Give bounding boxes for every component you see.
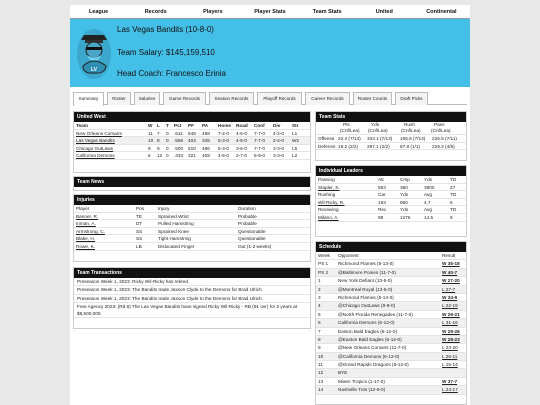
injury-row bbox=[74, 243, 310, 251]
cell: .500 bbox=[174, 145, 184, 151]
team-logo-icon bbox=[75, 26, 113, 82]
cell: 2-7-0 bbox=[236, 153, 247, 159]
cell: 960 bbox=[400, 199, 408, 205]
cell: 12 bbox=[157, 153, 163, 159]
cell: 3800 bbox=[424, 184, 435, 190]
cell: Offense bbox=[318, 136, 335, 141]
week-cell: 6 bbox=[318, 320, 321, 326]
cell: Out (1-2 weeks) bbox=[238, 243, 272, 249]
result-link[interactable]: L 23-20 bbox=[442, 345, 458, 351]
cell: 510 bbox=[188, 145, 196, 151]
schedule-row bbox=[316, 336, 466, 344]
player-link[interactable]: Milano, A. bbox=[318, 214, 339, 220]
injury-row bbox=[74, 220, 310, 228]
standings-panel bbox=[73, 111, 311, 173]
cell: 0 bbox=[166, 130, 169, 136]
cell: .611 bbox=[174, 130, 183, 136]
result-link[interactable]: L 24-17 bbox=[442, 387, 458, 393]
result-link[interactable]: L 31-16 bbox=[442, 320, 458, 326]
tab-roster-counts[interactable]: Roster Counts bbox=[353, 92, 392, 105]
cell: TD bbox=[450, 177, 457, 182]
standings-row bbox=[74, 145, 310, 153]
col-week: Week bbox=[318, 253, 330, 258]
schedule-row bbox=[316, 369, 466, 377]
cell: 67.8 (1/1) bbox=[400, 143, 421, 149]
week-cell: 14 bbox=[318, 387, 324, 393]
cell: 345 bbox=[202, 138, 210, 144]
week-cell: PS 1 bbox=[318, 261, 329, 267]
col-w: W bbox=[148, 123, 153, 128]
schedule-row bbox=[316, 344, 466, 352]
week-cell: 2 bbox=[318, 286, 321, 292]
col-div: Div bbox=[273, 123, 281, 128]
opponent-cell: @Chicago OutLaws (9-9-0) bbox=[338, 303, 396, 309]
cell: 3-3-0 bbox=[273, 153, 284, 159]
cell: 19.2 (2/2) bbox=[338, 143, 359, 149]
injuries-header-row bbox=[74, 205, 310, 213]
nav-continental[interactable]: Continental bbox=[426, 9, 457, 15]
schedule-row bbox=[316, 319, 466, 327]
cell: 360 bbox=[400, 184, 408, 190]
cell: Rushing bbox=[318, 192, 336, 198]
result-link[interactable]: W 28-23 bbox=[442, 336, 460, 342]
injury-row bbox=[74, 228, 310, 236]
week-cell: 12 bbox=[318, 370, 324, 376]
cell: W2 bbox=[292, 138, 300, 144]
schedule-panel bbox=[315, 241, 467, 405]
tab-summary[interactable]: Summary bbox=[73, 92, 104, 106]
cell: 0 bbox=[166, 138, 169, 144]
cell: 321 bbox=[188, 153, 196, 159]
team-name-record: Las Vegas Bandits (10-8-0) bbox=[117, 25, 214, 34]
week-cell: 11 bbox=[318, 362, 323, 368]
week-cell: 3 bbox=[318, 294, 321, 300]
cell: 9 bbox=[157, 145, 160, 151]
team-tabs bbox=[73, 89, 467, 105]
player-link[interactable]: Blake, H. bbox=[76, 236, 96, 242]
schedule-row bbox=[316, 294, 466, 302]
tab-salaries[interactable]: Salaries bbox=[134, 92, 160, 105]
schedule-row bbox=[316, 378, 466, 386]
cell: 7-7-0 bbox=[254, 138, 265, 144]
leaders-header-row bbox=[316, 206, 466, 214]
leaders-header-row bbox=[316, 176, 466, 184]
cell: Probable bbox=[238, 221, 257, 227]
week-cell: 13 bbox=[318, 378, 324, 384]
team-stats-row bbox=[316, 143, 466, 151]
cell: 486 bbox=[202, 145, 210, 151]
cell: 8 bbox=[157, 138, 160, 144]
transactions-title: Team Transactions bbox=[74, 268, 310, 278]
opponent-cell: @New Orleans Corsairs (11-7-0) bbox=[338, 345, 407, 351]
week-cell: 9 bbox=[318, 345, 321, 351]
transactions-panel bbox=[73, 267, 311, 329]
leaders-panel bbox=[315, 165, 467, 237]
result-link[interactable]: L 27-7 bbox=[442, 286, 456, 292]
cell: 27 bbox=[450, 184, 456, 190]
team-salary: Team Salary: $145,159,510 bbox=[117, 48, 215, 57]
result-link[interactable]: W 35-18 bbox=[442, 261, 460, 267]
cell: 553 bbox=[378, 184, 386, 190]
col-pf: PF bbox=[188, 123, 194, 128]
transaction-row: Preseason Week 1, 2023: The Bandits trade Jaxson Clyde to the Demons for Brad Ulrich. bbox=[74, 286, 310, 294]
leader-row bbox=[316, 199, 466, 207]
opponent-cell: Nashville Tuts (12-6-0) bbox=[338, 387, 386, 393]
schedule-header-row bbox=[316, 252, 466, 260]
team-stats-row bbox=[316, 135, 466, 143]
opponent-cell: @Easton Bald Eagles (6-12-0) bbox=[338, 336, 402, 342]
col-sub: (Cnf/Lea) bbox=[368, 128, 388, 133]
nav-united[interactable]: United bbox=[375, 9, 393, 15]
team-stats-title: Team Stats bbox=[316, 112, 466, 122]
schedule-row bbox=[316, 353, 466, 361]
opponent-cell: BYE bbox=[338, 370, 348, 376]
cell: 88 bbox=[378, 214, 384, 220]
injury-row bbox=[74, 235, 310, 243]
cell: Pulled Hamstring bbox=[158, 221, 194, 227]
cell: 333.1 (7/13) bbox=[367, 136, 393, 141]
cell: Questionable bbox=[238, 228, 266, 234]
nav-records[interactable]: Records bbox=[144, 9, 167, 15]
cell: 8 bbox=[450, 214, 453, 220]
result-link[interactable]: W 34-9 bbox=[442, 294, 458, 300]
col-sub: (Cnf/Lea) bbox=[431, 128, 451, 133]
cell: SS bbox=[136, 228, 143, 234]
standings-row bbox=[74, 152, 310, 160]
cell: LB bbox=[136, 243, 142, 249]
col-conf: Conf bbox=[254, 123, 265, 128]
col-pct: Pct bbox=[174, 123, 182, 128]
cell: 404 bbox=[188, 138, 196, 144]
standings-row bbox=[74, 137, 310, 145]
result-link[interactable]: W 29-26 bbox=[442, 328, 460, 334]
injuries-title: Injuries bbox=[74, 195, 310, 205]
injury-row bbox=[74, 213, 310, 221]
col-road: Road bbox=[236, 123, 248, 128]
cell: 7 bbox=[157, 130, 160, 136]
cell: 14.5 bbox=[424, 214, 434, 220]
cell: Dislocated Finger bbox=[158, 243, 195, 249]
schedule-row bbox=[316, 328, 466, 336]
cell: 409 bbox=[202, 153, 210, 159]
tab-draft-picks[interactable]: Draft Picks bbox=[395, 92, 428, 105]
result-link[interactable]: W 40-7 bbox=[442, 269, 458, 275]
cell: Yds bbox=[400, 192, 409, 198]
cell: Yds bbox=[424, 177, 433, 182]
player-link[interactable]: Wil-Ricky, R. bbox=[318, 199, 345, 205]
opponent-cell: @Grand Rapids Dragons (6-12-0) bbox=[338, 362, 409, 368]
schedule-row bbox=[316, 386, 466, 394]
cell: 0 bbox=[166, 145, 169, 151]
col-pts: Pts bbox=[343, 122, 350, 127]
standings-header-row bbox=[74, 122, 310, 130]
result-link[interactable]: W 37-7 bbox=[442, 378, 458, 384]
opponent-cell: Richmond Flames (5-13-0) bbox=[338, 261, 394, 267]
cell: .333 bbox=[174, 153, 184, 159]
col-sub: (Cnf/Lea) bbox=[340, 128, 360, 133]
schedule-title: Schedule bbox=[316, 242, 466, 252]
cell: Avg bbox=[424, 207, 432, 213]
leader-row bbox=[316, 214, 466, 222]
result-link[interactable]: L 15-14 bbox=[442, 362, 458, 368]
cell: Rec bbox=[378, 207, 387, 213]
player-link[interactable]: Inman, A. bbox=[76, 221, 96, 227]
cell: 106.6 (7/13) bbox=[400, 136, 426, 141]
cell: 4-2-0 bbox=[273, 130, 284, 136]
schedule-row bbox=[316, 361, 466, 369]
opponent-cell: New York Defiant (13-5-0) bbox=[338, 278, 392, 284]
opponent-cell: @California Demons (6-12-0) bbox=[338, 353, 400, 359]
leaders-title: Individual Leaders bbox=[316, 166, 466, 176]
team-news-panel bbox=[73, 176, 311, 191]
cell: 7-7-0 bbox=[254, 130, 265, 136]
player-link[interactable]: Stapler, S. bbox=[318, 184, 340, 190]
tab-roster[interactable]: Roster bbox=[107, 92, 131, 105]
col-result: Result bbox=[442, 253, 456, 258]
player-link[interactable]: Rowe, K. bbox=[76, 243, 96, 249]
week-cell: 8 bbox=[318, 336, 321, 342]
team-link[interactable]: California Demons bbox=[76, 153, 115, 159]
cell: L1 bbox=[292, 130, 298, 136]
result-link[interactable]: W 29-21 bbox=[442, 311, 460, 317]
schedule-row bbox=[316, 286, 466, 294]
cell: 11 bbox=[148, 130, 153, 136]
cell: 6 bbox=[450, 199, 453, 205]
cell: 4-5-0 bbox=[236, 130, 247, 136]
nav-team-stats[interactable]: Team Stats bbox=[312, 9, 342, 15]
cell: Att bbox=[378, 177, 384, 182]
team-news-title: Team News bbox=[74, 177, 310, 187]
cell: 6-3-0 bbox=[218, 145, 229, 151]
team-stats-subheader-row bbox=[316, 128, 466, 135]
player-link[interactable]: Banner, R. bbox=[76, 213, 99, 219]
opponent-cell: @North Florida Renegades (11-7-0) bbox=[338, 311, 413, 317]
opponent-cell: @Baltimore Ponies (11-7-0) bbox=[338, 269, 396, 275]
cell: SS bbox=[136, 236, 143, 242]
schedule-row bbox=[316, 277, 466, 285]
cell: Probable bbox=[238, 213, 257, 219]
cell: Tight Hamstring bbox=[158, 236, 191, 242]
schedule-row bbox=[316, 302, 466, 310]
col-home: Home bbox=[218, 123, 232, 128]
cell: 4-5-0 bbox=[236, 138, 247, 144]
tab-playoff-records[interactable]: Playoff Records bbox=[257, 92, 302, 105]
cell: Defense bbox=[318, 143, 336, 149]
col-str: Str bbox=[292, 123, 299, 128]
cell: 4.7 bbox=[424, 199, 431, 205]
injuries-panel bbox=[73, 194, 311, 262]
col-l: L bbox=[157, 123, 160, 128]
tab-season-records[interactable]: Season Records bbox=[209, 92, 254, 105]
opponent-cell: Easton Bald Eagles (6-12-0) bbox=[338, 328, 397, 334]
cell: 9 bbox=[148, 145, 151, 151]
cell: L2 bbox=[292, 153, 298, 159]
cell: 6 bbox=[148, 153, 151, 159]
team-link[interactable]: Las Vegas Bandits bbox=[76, 138, 115, 144]
cell: 4-5-0 bbox=[218, 153, 229, 159]
cell: Cmp bbox=[400, 177, 410, 182]
cell: 7-2-0 bbox=[218, 130, 229, 136]
cell: 7-7-0 bbox=[254, 145, 265, 151]
tab-career-records[interactable]: Career Records bbox=[305, 92, 350, 105]
transaction-row: Preseason Week 1, 2023: The Bandits trade Jaxson Clyde to the Demons for Brad Ulrich. bbox=[74, 295, 310, 303]
col-pos: Pos bbox=[136, 206, 145, 211]
col-rush: Rush bbox=[404, 122, 415, 127]
team-stats-panel bbox=[315, 111, 467, 161]
cell: 0 bbox=[166, 153, 169, 159]
cell: TD bbox=[450, 207, 457, 213]
team-link[interactable]: New Orleans Corsairs bbox=[76, 130, 122, 136]
opponent-cell: California Demons (6-12-0) bbox=[338, 320, 395, 326]
cell: Avg bbox=[424, 192, 432, 198]
cell: .556 bbox=[174, 138, 184, 144]
result-link[interactable]: W 27-20 bbox=[442, 278, 460, 284]
cell: Car bbox=[378, 192, 386, 198]
col-sub: (Cnf/Lea) bbox=[401, 128, 421, 133]
leaders-header-row bbox=[316, 191, 466, 199]
week-cell: 4 bbox=[318, 303, 321, 309]
week-cell: PS 2 bbox=[318, 269, 329, 275]
schedule-rows bbox=[316, 260, 466, 394]
standings-row bbox=[74, 130, 310, 138]
cell: 6-3-0 bbox=[218, 138, 229, 144]
svg-text:LV: LV bbox=[90, 67, 98, 73]
team-banner bbox=[70, 19, 470, 87]
result-link[interactable]: L 26-11 bbox=[442, 353, 458, 359]
nav-players[interactable]: Players bbox=[203, 9, 223, 15]
week-cell: 5 bbox=[318, 311, 321, 317]
cell: TD bbox=[450, 192, 457, 198]
col-yds: Yds bbox=[371, 122, 380, 127]
cell: TE bbox=[136, 213, 142, 219]
col-injury: Injury bbox=[158, 206, 170, 211]
top-nav bbox=[70, 5, 470, 19]
week-cell: 7 bbox=[318, 328, 321, 334]
team-link[interactable]: Chicago OutLaws bbox=[76, 145, 113, 151]
cell: Receiving bbox=[318, 207, 339, 213]
col-opponent: Opponent bbox=[338, 253, 359, 258]
col-player: Player bbox=[76, 206, 90, 211]
week-cell: 1 bbox=[318, 278, 321, 284]
cell: Sprained Wrist bbox=[158, 213, 189, 219]
cell: 229.2 (4/8) bbox=[432, 143, 455, 149]
page bbox=[70, 5, 470, 405]
tab-game-records[interactable]: Game Records bbox=[163, 92, 206, 105]
cell: Yds bbox=[400, 207, 409, 213]
schedule-row bbox=[316, 311, 466, 319]
cell: 297.1 (2/2) bbox=[367, 143, 390, 149]
col-pass: Pass bbox=[434, 122, 445, 127]
cell: 488 bbox=[202, 130, 210, 136]
cell: 3-3-0 bbox=[273, 145, 284, 151]
leader-row bbox=[316, 184, 466, 192]
cell: 10 bbox=[148, 138, 154, 144]
head-coach: Head Coach: Francesco Erinia bbox=[117, 69, 226, 78]
cell: DT bbox=[136, 221, 143, 227]
col-pa: PA bbox=[202, 123, 209, 128]
schedule-row bbox=[316, 260, 466, 268]
cell: 1276 bbox=[400, 214, 411, 220]
cell: 3-6-0 bbox=[236, 145, 247, 151]
week-cell: 10 bbox=[318, 353, 324, 359]
schedule-row bbox=[316, 269, 466, 277]
cell: 226.5 (7/11) bbox=[432, 136, 457, 141]
cell: L5 bbox=[292, 145, 298, 151]
cell: Questionable bbox=[238, 236, 266, 242]
player-link[interactable]: Armstrong, C. bbox=[76, 228, 105, 234]
cell: 5-9-0 bbox=[254, 153, 265, 159]
result-link[interactable]: L 22-19 bbox=[442, 303, 458, 309]
nav-player-stats[interactable]: Player Stats bbox=[254, 9, 286, 15]
col-duration: Duration bbox=[238, 206, 256, 211]
col-t: T bbox=[166, 123, 169, 128]
cell: 22.4 (7/13) bbox=[338, 136, 361, 141]
cell: 548 bbox=[188, 130, 196, 136]
cell: Passing bbox=[318, 177, 335, 182]
transaction-row: Preseason Week 1, 2023: Ricky Wil-Ricky has retired. bbox=[74, 278, 310, 286]
opponent-cell: Miami Tropics (1-17-0) bbox=[338, 378, 385, 384]
opponent-cell: Richmond Flames (5-13-0) bbox=[338, 294, 394, 300]
col-team: Team bbox=[76, 123, 88, 128]
opponent-cell: @Montreal Royal (13-5-0) bbox=[338, 286, 393, 292]
cell: 2-4-0 bbox=[273, 138, 284, 144]
transaction-row: Free Agency 2023: (Rd 8) The Las Vegas Bandits have signed Ricky Wil-Ricky - RB (91 ovr) for 2 years at $5,500,000. bbox=[74, 303, 310, 318]
cell: Sprained Knee bbox=[158, 228, 190, 234]
nav-league[interactable]: League bbox=[88, 9, 109, 15]
standings-title: United West bbox=[74, 112, 310, 122]
cell: 193 bbox=[378, 199, 386, 205]
